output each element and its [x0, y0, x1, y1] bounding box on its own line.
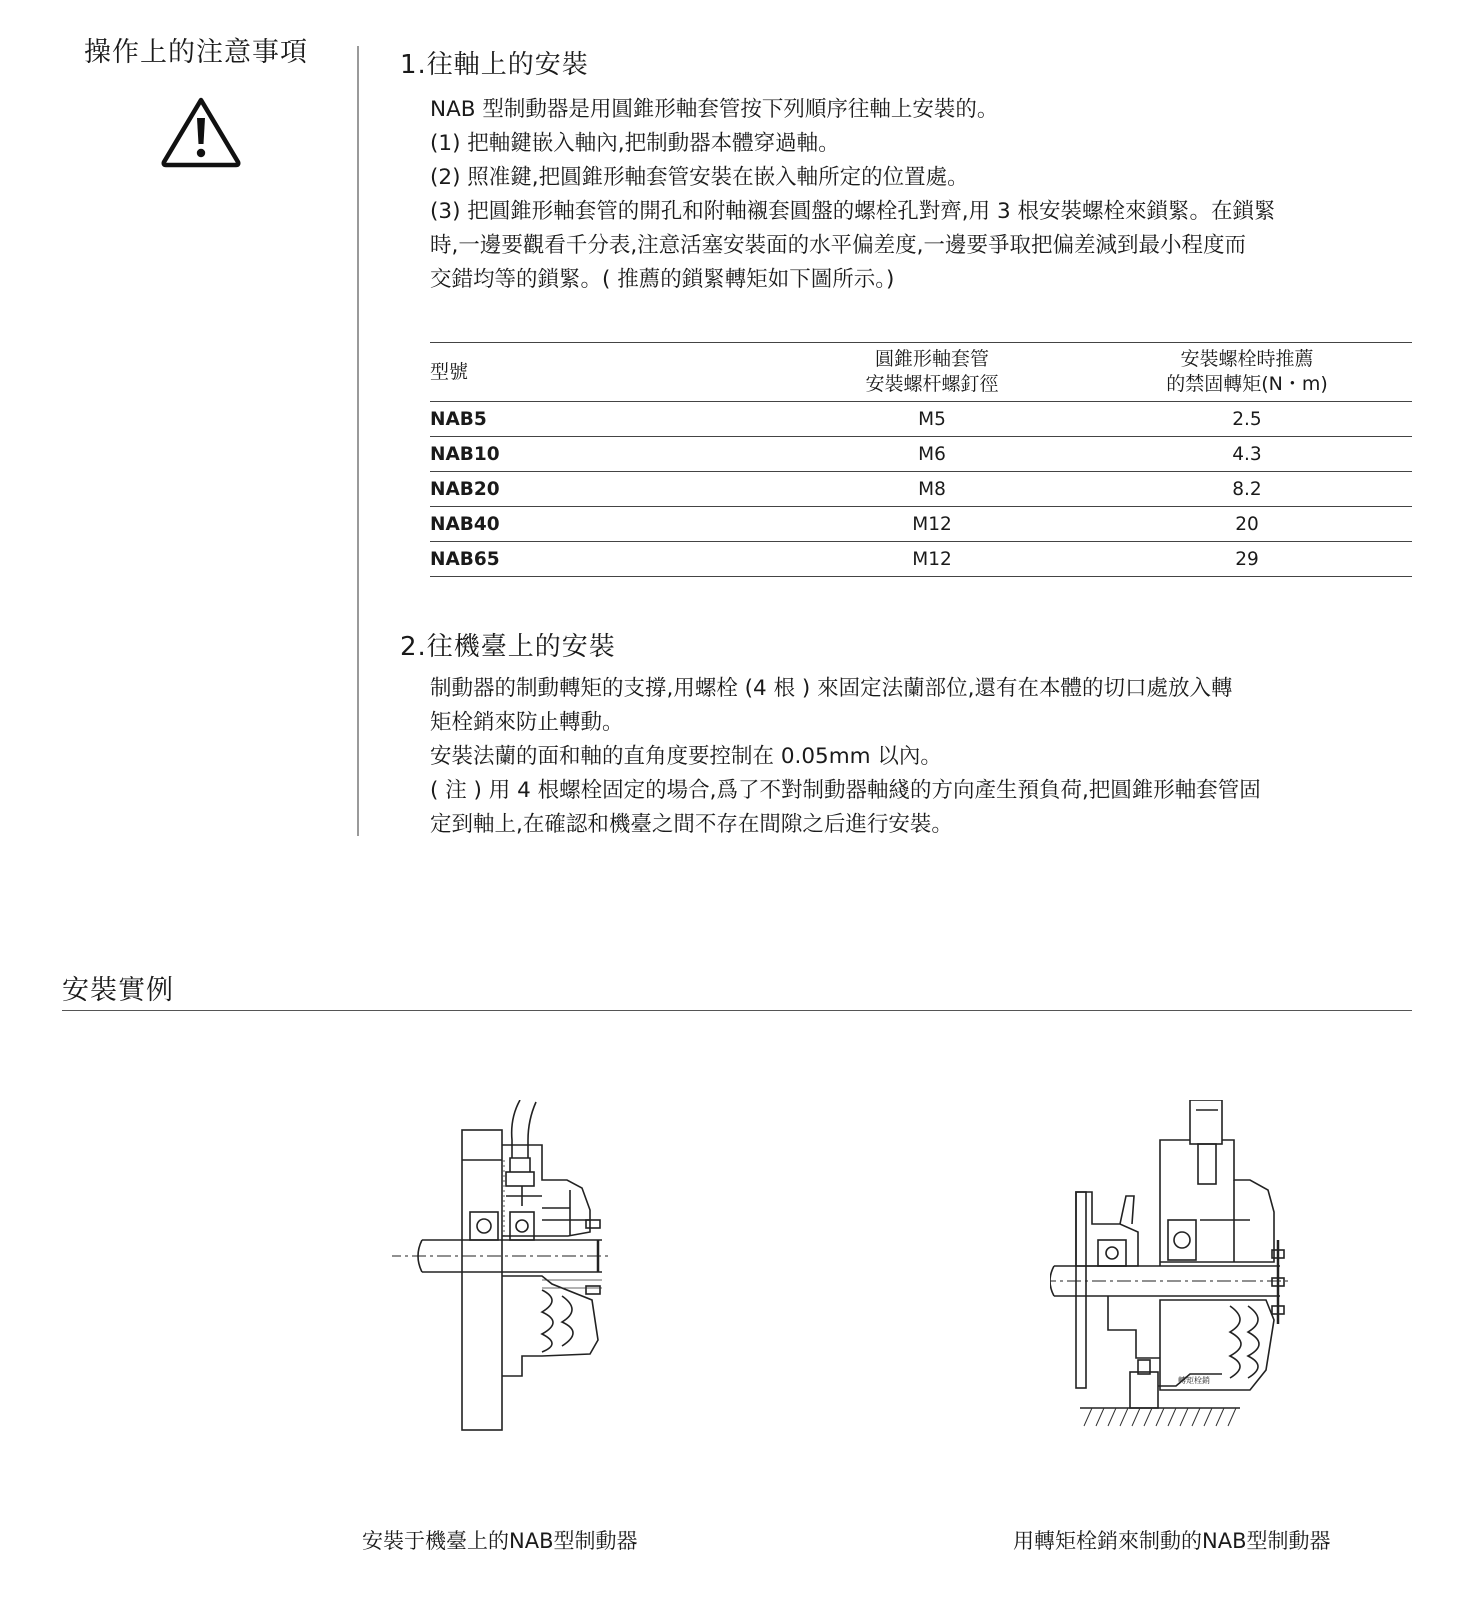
cell-torque: 29 [1082, 542, 1412, 577]
section1-line: 時,一邊要觀看千分表,注意活塞安裝面的水平偏差度,一邊要爭取把偏差減到最小程度而 [430, 233, 1247, 258]
section1-title: 1.往軸上的安裝 [400, 50, 589, 80]
figure1-caption: 安裝于機臺上的NAB型制動器 [362, 1529, 638, 1553]
header-screw-line1: 圓錐形軸套管 [874, 348, 989, 370]
table-row [430, 402, 1412, 437]
section1-line: NAB 型制動器是用圓錐形軸套管按下列順序往軸上安裝的。 [430, 97, 999, 122]
header-torque-line2: 的禁固轉矩(N・m) [1166, 373, 1328, 395]
cell-screw: M5 [782, 402, 1082, 437]
section2-line: ( 注 ) 用 4 根螺栓固定的場合,爲了不對制動器軸綫的方向產生預負荷,把圓錐形軸套管固 [430, 778, 1261, 803]
header-model: 型號 [430, 343, 782, 402]
cell-screw: M12 [782, 507, 1082, 542]
examples-divider [62, 1010, 1412, 1011]
torque-table [430, 342, 1412, 577]
cell-torque: 20 [1082, 507, 1412, 542]
table-row [430, 542, 1412, 577]
warning-triangle-icon [160, 96, 242, 168]
cell-torque: 4.3 [1082, 437, 1412, 472]
table-row [430, 507, 1412, 542]
cell-torque: 8.2 [1082, 472, 1412, 507]
section2-line: 定到軸上,在確認和機臺之間不存在間隙之后進行安裝。 [430, 812, 953, 837]
header-torque-line1: 安裝螺栓時推薦 [1180, 348, 1314, 370]
table-header-row [430, 343, 1412, 402]
brake-torque-pin-drawing [1050, 1100, 1290, 1460]
section1-line: (3) 把圓錐形軸套管的開孔和附軸襯套圓盤的螺栓孔對齊,用 3 根安裝螺栓來鎖緊。在鎖緊 [430, 199, 1276, 224]
section1-line: (2) 照准鍵,把圓錐形軸套管安裝在嵌入軸所定的位置處。 [430, 165, 969, 190]
table-row [430, 472, 1412, 507]
header-torque [1082, 343, 1412, 402]
section2-title: 2.往機臺上的安裝 [400, 632, 616, 662]
section2-line: 矩栓銷來防止轉動。 [430, 710, 624, 735]
header-screw [782, 343, 1082, 402]
cell-screw: M8 [782, 472, 1082, 507]
figure2-caption: 用轉矩栓銷來制動的NAB型制動器 [1013, 1529, 1331, 1553]
cell-model: NAB5 [430, 402, 782, 437]
torque-pin-label: 轉矩栓銷 [1178, 1376, 1210, 1385]
section1-line: 交錯均等的鎖緊。( 推薦的鎖緊轉矩如下圖所示。) [430, 267, 895, 292]
section2-line: 制動器的制動轉矩的支撐,用螺栓 (4 根 ) 來固定法蘭部位,還有在本體的切口處放入轉 [430, 676, 1233, 701]
cell-screw: M12 [782, 542, 1082, 577]
cell-model: NAB20 [430, 472, 782, 507]
section2-text [430, 672, 1412, 842]
sidebar-title: 操作上的注意事項 [84, 37, 308, 68]
section1-line: (1) 把軸鍵嵌入軸內,把制動器本體穿過軸。 [430, 131, 840, 156]
cell-model: NAB40 [430, 507, 782, 542]
section2-line: 安裝法蘭的面和軸的直角度要控制在 0.05mm 以內。 [430, 744, 942, 769]
cell-torque: 2.5 [1082, 402, 1412, 437]
cell-model: NAB10 [430, 437, 782, 472]
table-row [430, 437, 1412, 472]
brake-frame-mount-drawing [392, 1100, 632, 1440]
header-screw-line2: 安裝螺杆螺釘徑 [865, 373, 999, 395]
section1-text [430, 93, 1412, 297]
cell-model: NAB65 [430, 542, 782, 577]
examples-title: 安裝實例 [62, 975, 174, 1006]
vertical-divider [357, 46, 359, 836]
cell-screw: M6 [782, 437, 1082, 472]
